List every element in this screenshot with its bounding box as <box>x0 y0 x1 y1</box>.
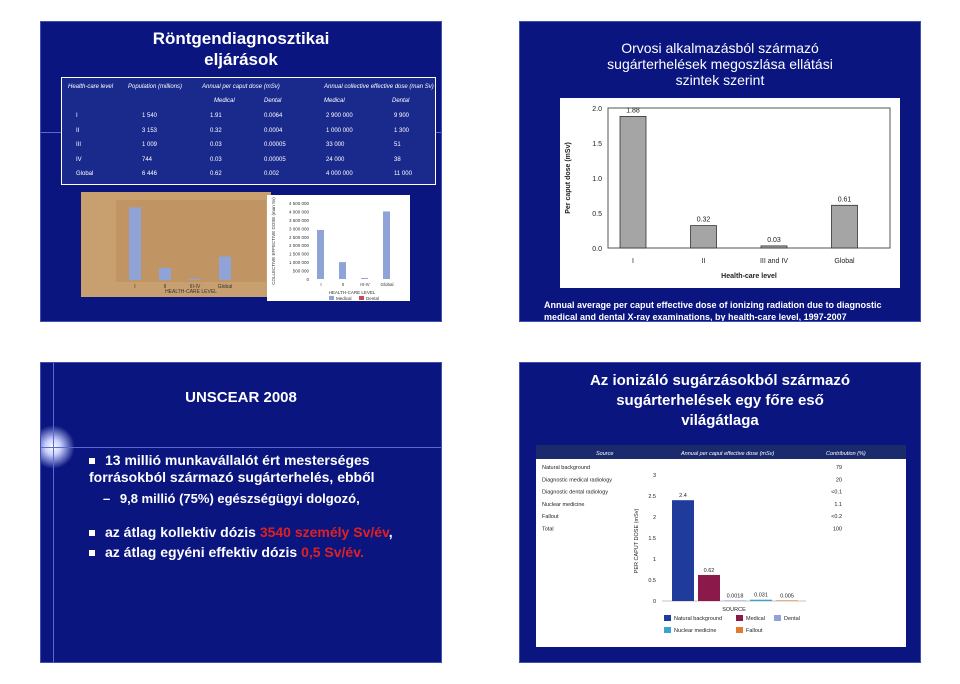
tick-label: 3 <box>652 473 656 479</box>
legend-label: Natural background <box>674 616 723 622</box>
bullet-workers <box>89 452 434 486</box>
tick-label: III-IV <box>189 284 201 290</box>
tick-label: III and IV <box>759 258 789 265</box>
data-label: 2.4 <box>679 493 687 500</box>
bullet-workers-line2: forrásokból származó sugárterhelés, ebből <box>89 469 375 485</box>
bullet-workers-line1: 13 millió munkavállalót ért mesterséges <box>105 452 370 468</box>
table-cell: 100 <box>832 526 842 533</box>
table-header: Health-care level <box>68 84 114 90</box>
table-cell: <0.1 <box>831 489 842 496</box>
tick-label: III-IV <box>360 282 370 287</box>
table-cell: 79 <box>835 465 842 471</box>
tick-label: Global <box>380 282 394 287</box>
bar <box>750 600 772 601</box>
legend-label: Fallout <box>746 628 763 634</box>
table-cell: <0.2 <box>831 514 842 521</box>
bar <box>832 205 858 248</box>
bar <box>219 256 231 280</box>
dash-icon: – <box>103 491 111 506</box>
legend-label: Nuclear medicine <box>674 628 717 634</box>
slide-2-title-line1: Orvosi alkalmazásból származó <box>621 40 819 56</box>
table-cell: 51 <box>394 142 401 148</box>
per-caput-chart-small <box>81 192 271 297</box>
axis-label: SOURCE <box>722 607 746 613</box>
table-cell: 0.62 <box>210 171 222 177</box>
data-label: 0.0018 <box>726 593 744 600</box>
bar <box>383 211 390 279</box>
collective-dose-chart <box>267 195 410 301</box>
legend-swatch <box>774 615 781 621</box>
legend-label: Dental <box>784 616 800 622</box>
table-cell: 0.0064 <box>264 113 283 119</box>
tick-label: 4 000 000 <box>288 209 309 215</box>
slide-3[interactable] <box>40 362 442 663</box>
data-label: 0.03 <box>767 236 781 244</box>
data-label: 0.031 <box>754 592 768 599</box>
bar <box>620 116 646 248</box>
tick-label: I <box>134 284 136 290</box>
bar <box>672 500 694 601</box>
table-cell: Natural background <box>542 465 591 471</box>
slide-2[interactable] <box>519 21 921 322</box>
slide-3-title: UNSCEAR 2008 <box>185 389 297 406</box>
slide-4-title-line1: Az ionizáló sugárzásokból származó <box>589 372 851 389</box>
bullet-collective-dose <box>89 524 393 541</box>
bar <box>691 226 717 248</box>
data-label: 1.88 <box>626 107 640 115</box>
tick-label: 0 <box>306 277 309 282</box>
table-header: Population (millions) <box>128 84 183 90</box>
legend-swatch <box>664 627 671 633</box>
axis-label: COLLECTIVE EFFECTIVE DOSE (man Sv) <box>271 197 276 285</box>
table-cell: 3 153 <box>142 127 158 134</box>
tick-label: 2.5 <box>648 494 656 500</box>
table-cell: 38 <box>394 156 401 163</box>
axis-label: HEALTH-CARE LEVEL <box>328 290 376 295</box>
table-cell: Global <box>76 171 94 177</box>
table-cell: 2 900 000 <box>326 113 353 119</box>
chart-caption: Annual average per caput effective dose of ionizing radiation due to diagnostic medical and dental X-ray examinations, by health-care level, 1997-2007 <box>544 300 882 322</box>
bar <box>724 600 746 601</box>
tick-label: II <box>701 258 706 265</box>
tick-label: Global <box>834 258 855 265</box>
bar <box>361 278 368 279</box>
legend-label: Dental <box>366 296 380 301</box>
sub-bullet-health-workers <box>103 490 360 507</box>
tick-label: 1.5 <box>648 536 656 542</box>
tick-label: II <box>341 282 345 287</box>
table-subheader: Medical <box>214 98 235 104</box>
axis-label: PER CAPUT DOSE (mSv) <box>634 508 640 574</box>
table-cell: IV <box>76 156 82 163</box>
legend-swatch <box>664 615 671 621</box>
tick-label: 1.0 <box>592 176 602 183</box>
bar <box>159 268 171 280</box>
bullet-square-icon <box>89 550 95 556</box>
table-cell: III <box>76 142 82 148</box>
bar <box>189 279 201 280</box>
table-cell: 4 000 000 <box>326 171 353 177</box>
table-cell: II <box>76 127 80 134</box>
table-cell: 1 540 <box>142 113 158 119</box>
tick-label: 0 <box>652 599 656 605</box>
tick-label: 1 500 000 <box>288 251 309 257</box>
axis-label: HEALTH-CARE LEVEL <box>165 289 217 295</box>
bullet-collective-end: , <box>388 524 393 540</box>
table-cell: 0.0004 <box>264 127 283 134</box>
bar <box>339 262 346 279</box>
data-label: 0.32 <box>696 216 711 224</box>
table-cell: 0.00005 <box>264 142 286 148</box>
bar <box>761 246 787 248</box>
source-dose-panel <box>536 445 906 647</box>
table-cell: 0.32 <box>210 127 222 134</box>
data-label: 0.005 <box>780 593 794 600</box>
legend-label: Medical <box>746 616 765 622</box>
slide-1[interactable] <box>40 21 442 322</box>
slide-1-title-line2: eljárások <box>204 50 278 69</box>
legend-swatch <box>329 296 334 300</box>
tick-label: 2 500 000 <box>288 234 309 240</box>
table-header: Annual collective effective dose (man Sv) <box>324 84 434 90</box>
data-label: 0.61 <box>837 196 852 204</box>
table-cell: 1 009 <box>142 142 158 148</box>
slide-2-title-line2: sugárterhelések megoszlása ellátási <box>607 56 833 72</box>
table-header: Annual per caput effective dose (mSv) <box>681 451 775 457</box>
bar <box>698 575 720 601</box>
legend-swatch <box>736 615 743 621</box>
bullet-individual-text: az átlag egyéni effektiv dózis <box>105 544 302 560</box>
tick-label: I <box>632 258 634 265</box>
axis-label: Per caput dose (mSv) <box>565 142 572 214</box>
table-cell: 0.03 <box>210 142 222 148</box>
table-cell: 9 900 <box>394 113 410 119</box>
tick-label: 1 <box>652 557 656 563</box>
data-label: 0.62 <box>703 567 715 574</box>
table-cell: 0.03 <box>210 156 222 163</box>
bullet-square-icon <box>89 530 95 536</box>
tick-label: 1.5 <box>592 141 602 148</box>
bar <box>129 207 141 280</box>
slide-4[interactable] <box>519 362 921 663</box>
table-cell: 744 <box>142 156 153 163</box>
table-cell: 33 000 <box>326 142 345 148</box>
legend-swatch <box>359 296 364 300</box>
table-cell: 0.00005 <box>264 156 286 163</box>
tick-label: 2 000 000 <box>288 243 309 249</box>
per-caput-dose-chart <box>560 98 900 288</box>
sub-bullet-text: 9,8 millió (75%) egészségügyi dolgozó, <box>119 491 360 506</box>
table-cell: 6 446 <box>142 171 158 177</box>
table-cell: 0.002 <box>264 171 280 177</box>
tick-label: 0.5 <box>648 578 656 584</box>
table-cell: 1 000 000 <box>326 127 353 134</box>
slide-2-title <box>520 40 920 88</box>
tick-label: 2 <box>652 515 656 521</box>
tick-label: 0.0 <box>592 246 602 253</box>
tick-label: Global <box>217 284 233 290</box>
table-cell: 20 <box>835 477 842 484</box>
table-cell: Total <box>542 526 554 533</box>
slide-decor-line <box>53 363 54 662</box>
tick-label: II <box>163 284 167 290</box>
tick-label: 4 500 000 <box>288 201 309 206</box>
table-cell: 1.91 <box>210 113 222 119</box>
table-cell: 1.1 <box>834 501 842 508</box>
tick-label: 3 500 000 <box>288 217 309 223</box>
bar <box>776 600 798 601</box>
bullet-individual-dose <box>89 544 364 561</box>
collective-dose-value: 3540 személy Sv/év <box>259 524 389 540</box>
table-cell: 24 000 <box>326 156 345 163</box>
table-cell: 11 000 <box>394 171 412 177</box>
slide-1-title-line1: Röntgendiagnosztikai <box>152 29 330 48</box>
bullet-square-icon <box>89 458 95 464</box>
tick-label: 2.0 <box>592 106 602 113</box>
axis-label: Health-care level <box>721 273 777 280</box>
tick-label: 1 000 000 <box>288 260 309 266</box>
tick-label: 500 000 <box>292 268 309 274</box>
table-cell: Nuclear medicine <box>542 501 585 508</box>
table-header: Annual per caput dose (mSv) <box>202 84 280 90</box>
dose-table <box>61 77 436 185</box>
legend-swatch <box>736 627 743 633</box>
slide-4-title-line3: világátlaga <box>681 412 759 429</box>
individual-dose-value: 0,5 Sv/év. <box>301 544 364 560</box>
tick-label: 3 000 000 <box>288 226 309 232</box>
slide-2-title-line3: szintek szerint <box>675 72 765 88</box>
legend-label: Medical <box>336 296 352 301</box>
table-header: Source <box>596 451 614 457</box>
table-subheader: Dental <box>392 98 410 104</box>
table-cell: I <box>76 113 78 119</box>
table-cell: Diagnostic dental radiology <box>542 489 609 496</box>
slide-1-title <box>41 28 441 70</box>
table-header: Contribution (%) <box>826 451 866 457</box>
table-cell: Diagnostic medical radiology <box>542 477 613 484</box>
bullet-collective-text: az átlag kollektiv dózis <box>105 524 260 540</box>
table-subheader: Dental <box>264 98 282 104</box>
bar <box>317 230 324 279</box>
tick-label: I <box>320 282 322 287</box>
slide-4-title <box>520 371 920 431</box>
table-cell: Fallout <box>542 514 559 521</box>
slide-4-title-line2: sugárterhelések egy főre eső <box>616 392 824 409</box>
table-subheader: Medical <box>324 98 345 104</box>
table-cell: 1 300 <box>394 127 410 134</box>
tick-label: 0.5 <box>592 211 602 218</box>
slide-decor-line <box>41 447 441 448</box>
